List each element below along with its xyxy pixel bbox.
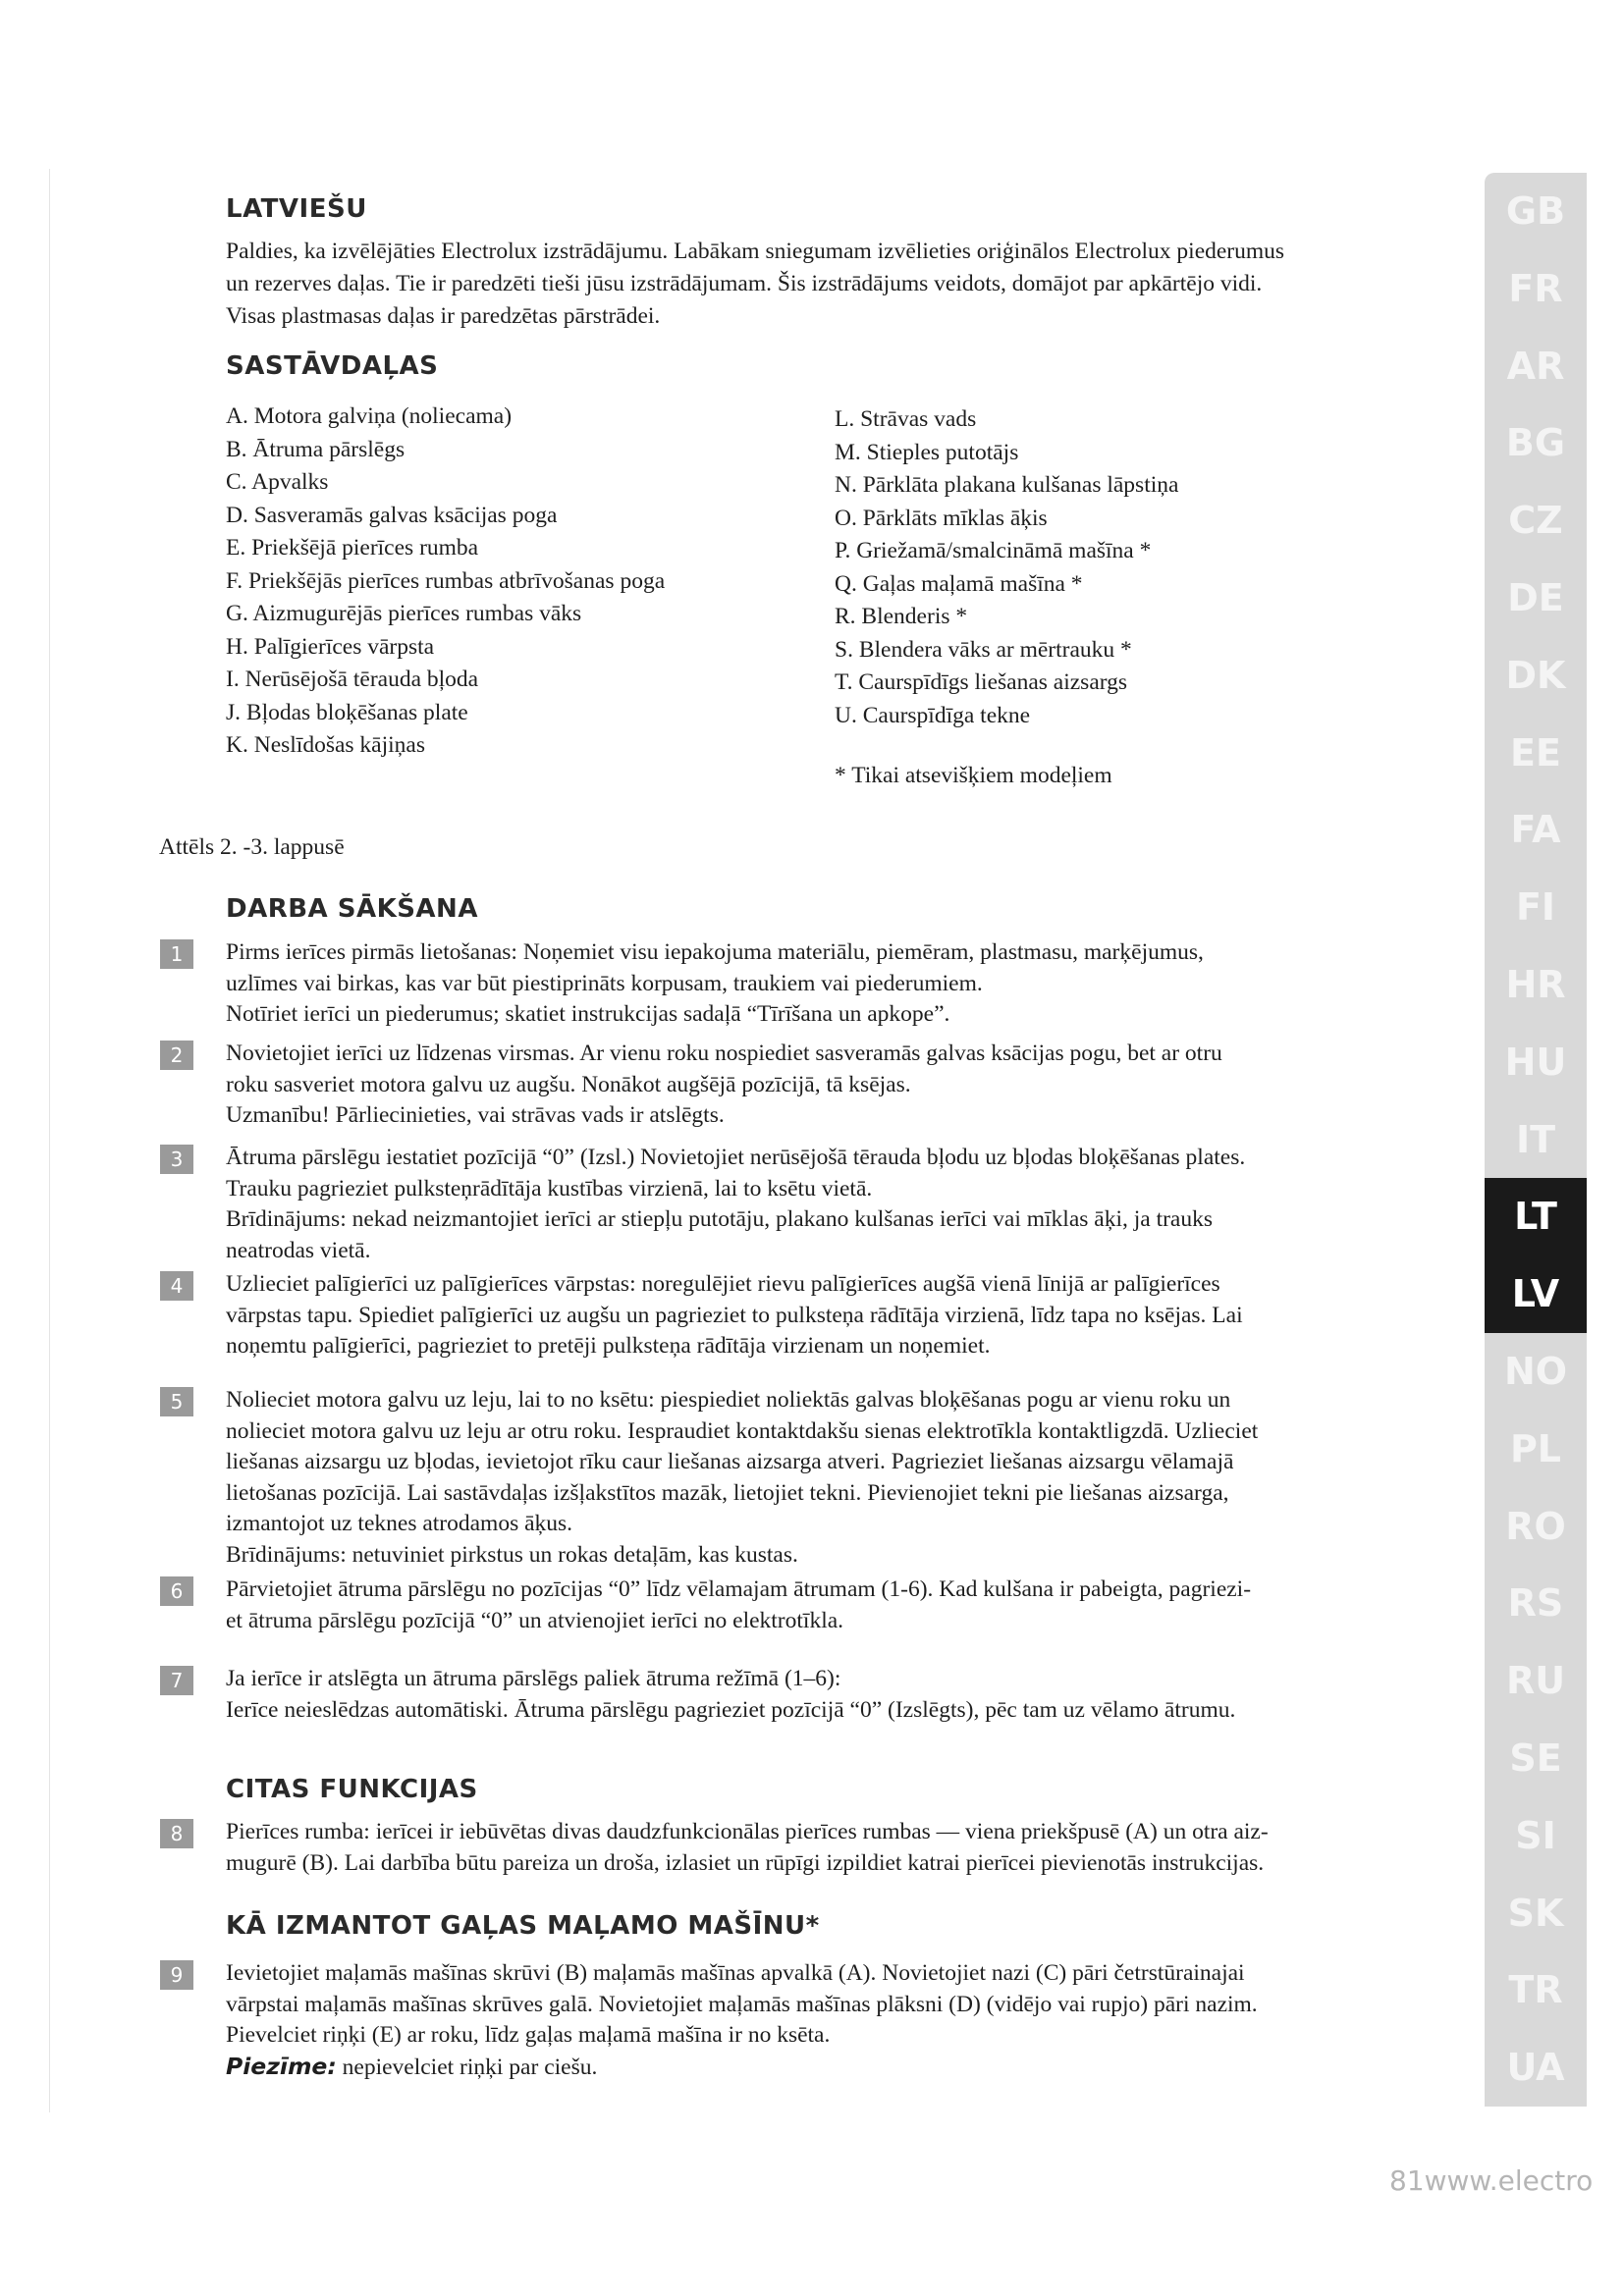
step-line: Pārvietojiet ātruma pārslēgu no pozīcijas “0” līdz vēlamajam ātrumam (1-6). Kad kulšana ir pabeigta, pagriezi- [226,1576,1252,1602]
intro-line: un rezerves daļas. Tie ir paredzēti tieši jūsu izstrādājumam. Šis izstrādājums veidots, domājot par apkārtējo vidi. [226,271,1263,296]
component-item: Q. Gaļas maļamā mašīna * [835,570,1083,597]
components-list-right [835,403,1178,732]
step-line: Brīdinājums: netuviniet pirkstus un rokas detaļām, kas kustas. [226,1541,798,1568]
component-item: P. Griežamā/smalcināmā mašīna * [835,538,1152,563]
language-tab-no[interactable]: NO [1503,1349,1568,1393]
language-tab-hr[interactable]: HR [1505,962,1566,1006]
step-line: Novietojiet ierīci uz līdzenas virsmas. Ar vienu roku nospiediet sasveramās galvas ksācijas pogu, bet ar otru [226,1041,1222,1066]
components-heading: SASTĀVDAĻAS [226,351,439,381]
language-tab-tr[interactable]: TR [1508,1968,1563,2012]
component-item: G. Aizmugurējās pierīces rumbas vāks [226,601,582,626]
page-footer: 81www.electro [1389,2164,1594,2197]
language-tab-sk[interactable]: SK [1507,1891,1564,1935]
step-line: vārpstas tapu. Spiediet palīgierīci uz augšu un pagrieziet to pulksteņa rādītāja virzienā, līdz tapa no ksējas. Lai [226,1302,1243,1328]
component-item: S. Blendera vāks ar mērtrauku * [835,636,1132,663]
step-number-badge: 2 [160,1041,193,1070]
step-line: Ātruma pārslēgu iestatiet pozīcijā “0” (Izsl.) Novietojiet nerūsējošā tērauda bļodu uz bļodas bloķēšanas plates. [226,1145,1246,1170]
step-number-badge: 9 [160,1960,193,1990]
components-footnote: * Tikai atsevišķiem modeļiem [835,763,1112,788]
step-number-badge: 7 [160,1666,193,1695]
step-number-badge: 5 [160,1387,193,1416]
step-text [226,1269,1404,1362]
language-tab-ar[interactable]: AR [1506,344,1565,388]
language-tab-de[interactable]: DE [1507,575,1564,619]
language-tab-lv[interactable]: LV [1485,1255,1587,1333]
step-line: uzlīmes vai birkas, kas var būt piestiprināts korpusam, traukiem vai piederumiem. [226,970,983,996]
step-line: Notīriet ierīci un piederumus; skatiet instrukcijas sadaļā “Tīrīšana un apkope”. [226,1001,950,1027]
language-tab-rs[interactable]: RS [1507,1581,1564,1626]
language-tab-it[interactable]: IT [1515,1117,1556,1161]
language-tab-ro[interactable]: RO [1505,1504,1566,1548]
language-tab-fr[interactable]: FR [1508,266,1563,310]
meat-grinder-heading: KĀ IZMANTOT GAĻAS MAĻAMO MAŠĪNU* [226,1911,820,1941]
step-line: Pierīces rumba: ierīcei ir iebūvētas divas daudzfunkcionālas pierīces rumbas — viena priekšpusē (A) un otra aiz- [226,1819,1269,1844]
language-tab-gb[interactable]: GB [1505,189,1566,233]
step-line: lietošanas pozīcijā. Lai sastāvdaļas izšļakstītos mazāk, lietojiet tekni. Pievienojiet tekni pie liešanas aizsarga, [226,1479,1229,1506]
component-item: B. Ātruma pārslēgs [226,436,406,462]
step-line: mugurē (B). Lai darbība būtu pareiza un droša, izlasiet un rūpīgi izpildiet katrai pierīcei pievienotās instrukcijas. [226,1849,1265,1876]
component-item: H. Palīgierīces vārpsta [226,633,435,660]
language-tab-si[interactable]: SI [1515,1813,1556,1857]
step-line: izmantojot uz teknes atrodamos āķus. [226,1511,573,1536]
step-line: Uzlieciet palīgierīci uz palīgierīces vārpstas: noregulējiet rievu palīgierīces augšā vienā līnijā ar palīgierīces [226,1271,1220,1297]
component-item: T. Caurspīdīgs liešanas aizsargs [835,669,1128,695]
component-item: R. Blenderis * [835,604,968,629]
component-item: L. Strāvas vads [835,406,977,432]
language-tab-hu[interactable]: HU [1504,1040,1567,1084]
step-line: liešanas aizsargu uz bļodas, ievietojot rīku caur liešanas aizsarga atveri. Pagrieziet liešanas aizsargu vēlamajā [226,1449,1234,1474]
step-line: Uzmanību! Pārliecinieties, vai strāvas vads ir atslēgts. [226,1102,725,1128]
step-line: Trauku pagrieziet pulksteņrādītāja kustības virzienā, lai to ksētu vietā. [226,1175,873,1201]
component-item: A. Motora galviņa (noliecama) [226,403,513,429]
language-tab-fa[interactable]: FA [1510,808,1561,852]
step-text [226,1575,1404,1636]
step-number-badge: 4 [160,1271,193,1301]
step-line: nolieciet motora galvu uz leju ar otru roku. Iespraudiet kontaktdakšu sienas elektrotīkla kontaktligzdā. Uzlieciet [226,1417,1259,1444]
language-tab-dk[interactable]: DK [1505,653,1566,697]
language-tabs [1485,173,1587,2107]
step-number-badge: 6 [160,1576,193,1606]
step-line: Ievietojiet maļamās mašīnas skrūvi (B) maļamās mašīnas apvalkā (A). Novietojiet nazi (C) pāri četrstūrainajai [226,1960,1245,1986]
step-number-badge: 8 [160,1819,193,1848]
language-tab-cz[interactable]: CZ [1508,499,1563,543]
step-line: neatrodas vietā. [226,1237,371,1263]
step-text [226,1143,1404,1266]
language-tab-se[interactable]: SE [1509,1735,1562,1780]
component-item: O. Pārklāts mīklas āķis [835,505,1048,531]
language-tab-ee[interactable]: EE [1510,730,1561,774]
step-text [226,1039,1404,1132]
component-item: M. Stieples putotājs [835,439,1019,465]
step-line: Pirms ierīces pirmās lietošanas: Noņemiet visu iepakojuma materiālu, piemēram, plastmasu, marķējumus, [226,939,1204,965]
step-line: et ātruma pārslēgu pozīcijā “0” un atvienojiet ierīci no elektrotīkla. [226,1607,844,1633]
note-label: Piezīme: [226,2052,337,2080]
component-item: I. Nerūsējošā tērauda bļoda [226,667,479,692]
step-number-badge: 1 [160,939,193,969]
component-item: C. Apvalks [226,469,329,495]
step-line: roku sasveriet motora galvu uz augšu. Nonākot augšējā pozīcijā, tā ksējas. [226,1071,911,1097]
component-item: K. Neslīdošas kājiņas [226,732,425,758]
language-tab-lt[interactable]: LT [1485,1178,1587,1255]
component-item: N. Pārklāta plakana kulšanas lāpstiņa [835,472,1179,498]
step-number-badge: 3 [160,1145,193,1174]
step-line: vārpstai maļamās mašīnas skrūves galā. Novietojiet maļamās mašīnas plāksni (D) (vidējo vai rupjo) pāri nazim. [226,1991,1258,2017]
note-line [226,2052,1404,2084]
step-line: Pievelciet riņķi (E) ar roku, līdz gaļas maļamā mašīna ir no ksēta. [226,2022,831,2048]
language-tab-pl[interactable]: PL [1509,1426,1562,1470]
step-line: Nolieciet motora galvu uz leju, lai to no ksētu: piespiediet noliektās galvas bloķēšanas pogu ar vienu roku un [226,1387,1231,1413]
components-list-left [226,400,665,763]
meat-grinder-text [226,1958,1404,2083]
step-line: Brīdinājums: nekad neizmantojiet ierīci ar stiepļu putotāju, plakano kulšanas ierīci vai mīklas āķi, ja trauks [226,1206,1214,1232]
language-tab-bg[interactable]: BG [1505,421,1566,465]
step-line: Ja ierīce ir atslēgta un ātruma pārslēgs paliek ātruma režīmā (1–6): [226,1666,841,1691]
step-text [226,937,1404,1031]
note-text: nepievelciet riņķi par ciešu. [336,2054,598,2080]
figure-reference: Attēls 2. -3. lappusē [159,834,345,860]
other-functions-heading: CITAS FUNKCIJAS [226,1775,478,1804]
step-text [226,1817,1404,1879]
intro-line: Visas plastmasas daļas ir paredzētas pārstrādei. [226,303,661,329]
component-item: E. Priekšējā pierīces rumba [226,535,479,561]
getting-started-heading: DARBA SĀKŠANA [226,894,478,924]
intro-line: Paldies, ka izvēlējāties Electrolux izstrādājumu. Labākam sniegumam izvēlieties oriģinālos Electrolux piederumus [226,239,1285,264]
component-item: D. Sasveramās galvas ksācijas poga [226,502,558,528]
step-text [226,1664,1404,1726]
page-title: LATVIEŠU [226,194,367,224]
language-tab-ru[interactable]: RU [1505,1659,1566,1703]
left-margin-rule [49,169,50,2112]
component-item: J. Bļodas bloķēšanas plate [226,699,468,725]
step-text [226,1385,1404,1571]
language-tab-ua[interactable]: UA [1506,2046,1565,2090]
component-item: F. Priekšējās pierīces rumbas atbrīvošanas poga [226,567,666,594]
step-line: noņemtu palīgierīci, pagrieziet to pretēji pulksteņa rādītāja virzienam un noņemiet. [226,1333,991,1359]
intro-paragraph [226,236,1404,333]
component-item: U. Caurspīdīga tekne [835,702,1031,728]
language-tab-fi[interactable]: FI [1515,885,1556,930]
step-line: Ierīce neieslēdzas automātiski. Ātruma pārslēgu pagrieziet pozīcijā “0” (Izslēgts), pēc tam uz vēlamo ātrumu. [226,1696,1236,1723]
